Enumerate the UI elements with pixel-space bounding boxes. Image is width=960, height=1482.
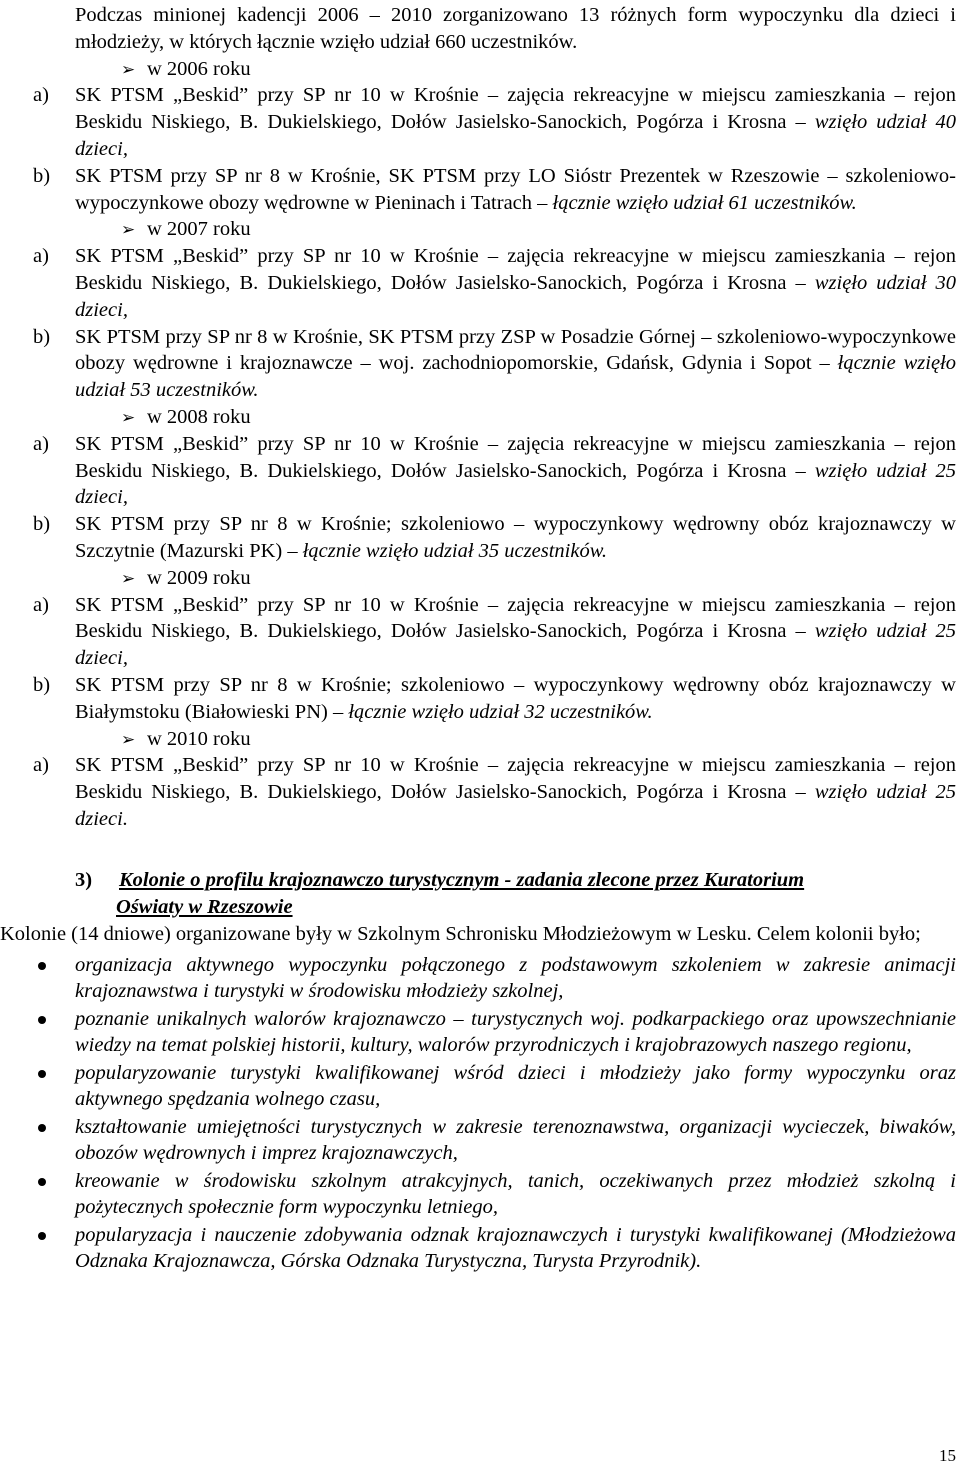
item-marker: b) (33, 164, 51, 187)
year-label: w 2008 roku (147, 405, 251, 428)
section-title-line1: Kolonie o profilu krajoznawczo turystycznym - zadania zlecone przez Kuratorium (119, 868, 805, 891)
goals-list (0, 952, 960, 1274)
item-description: SK PTSM „Beskid” przy SP nr 10 w Krośnie – zajęcia rekreacyjne w miejscu zamieszkania – rejon Beskidu Niskiego, B. Dukielskiego, Dołów Jasielsko-Sanockich, Pogórza i Krosna – (75, 245, 956, 294)
goal-text: poznanie unikalnych walorów krajoznawczo – turystycznych woj. podkarpackiego oraz upowszechnianie wiedzy na temat polskiej historii, kultury, walorów przyrodniczych i krajobrazowych naszego regionu, (75, 1007, 956, 1056)
item-description: SK PTSM przy SP nr 8 w Krośnie, SK PTSM przy LO Sióstr Prezentek w Rzeszowie – szkoleniowo-wypoczynkowe obozy wędrowne w Pieninach i Tatrach – (75, 164, 956, 214)
goal-text: popularyzacja i nauczenie zdobywania odznak krajoznawczych i turystyki kwalifikowanej (Młodzieżowa Odznaka Krajoznawcza, Górska Odznaka Turystyczna, Turysta Przyrodnik). (75, 1223, 956, 1272)
item-marker: a) (33, 432, 49, 455)
arrow-bullet-icon: ➢ (121, 59, 136, 80)
item-participants: wzięło udział 30 dzieci, (75, 271, 957, 321)
item-text (75, 243, 960, 323)
yearly-activities (0, 56, 960, 833)
goal-text: popularyzowanie turystyki kwalifikowanej wśród dzieci i młodzieży jako formy wypoczynku oraz aktywnego spędzania wolnego czasu, (75, 1061, 956, 1110)
goal-item (0, 1222, 960, 1274)
arrow-bullet-icon: ➢ (121, 407, 136, 428)
activity-item (0, 163, 960, 217)
item-description: SK PTSM „Beskid” przy SP nr 10 w Krośnie – zajęcia rekreacyjne w miejscu zamieszkania – rejon Beskidu Niskiego, B. Dukielskiego, Dołów Jasielsko-Sanockich, Pogórza i Krosna – (75, 754, 956, 804)
goal-text: organizacja aktywnego wypoczynku połączonego z podstawowym szkoleniem w zakresie animacji krajoznawstwa i turystyki w środowisku młodzieży szkolnej, (75, 953, 956, 1002)
goal-item (0, 952, 960, 1004)
goal-item (0, 1114, 960, 1166)
item-participants: wzięło udział 40 dzieci, (75, 111, 957, 160)
item-description: SK PTSM przy SP nr 8 w Krośnie, SK PTSM przy ZSP w Posadzie Górnej – szkoleniowo-wypoczynkowe obozy wędrowne i krajoznawcze – woj. zachodniopomorskie, Gdańsk, Gdynia i Sopot – (75, 325, 956, 375)
page-number: 15 (939, 1446, 956, 1466)
item-participants: wzięło udział 25 dzieci, (75, 459, 957, 509)
year-heading (0, 216, 960, 243)
item-participants: łącznie wzięło udział 53 uczestników. (75, 352, 956, 402)
item-text (75, 511, 960, 565)
bullet-dot-icon (0, 1168, 66, 1220)
year-label: w 2006 roku (147, 57, 251, 80)
year-label: w 2007 roku (147, 218, 251, 241)
item-marker: a) (33, 245, 49, 268)
item-description: SK PTSM „Beskid” przy SP nr 10 w Krośnie – zajęcia rekreacyjne w miejscu zamieszkania – rejon Beskidu Niskiego, B. Dukielskiego, Dołów Jasielsko-Sanockich, Pogórza i Krosna – (75, 432, 956, 482)
item-marker: b) (33, 513, 51, 536)
section-title-line2: Oświaty w Rzeszowie (116, 895, 293, 918)
activity-item (0, 431, 960, 511)
item-text (75, 592, 960, 672)
activity-item (0, 592, 960, 672)
goal-item (0, 1060, 960, 1112)
item-text (75, 163, 960, 217)
item-participants: łącznie wzięło udział 32 uczestników. (348, 700, 653, 723)
arrow-bullet-icon: ➢ (121, 568, 136, 589)
item-text (75, 431, 960, 511)
year-heading (0, 565, 960, 592)
item-text (75, 672, 960, 726)
item-participants: łącznie wzięło udział 61 uczestników. (552, 191, 857, 214)
section-heading (0, 867, 960, 921)
bullet-dot-icon (0, 1114, 66, 1166)
item-participants: łącznie wzięło udział 35 uczestników. (302, 539, 607, 562)
year-heading (0, 404, 960, 431)
year-heading (0, 56, 960, 83)
activity-item (0, 672, 960, 726)
year-label: w 2009 roku (147, 566, 251, 589)
item-text (75, 324, 960, 404)
arrow-bullet-icon: ➢ (121, 220, 136, 241)
arrow-bullet-icon: ➢ (121, 729, 136, 750)
activity-item (0, 82, 960, 162)
item-marker: b) (33, 673, 51, 696)
item-description: SK PTSM „Beskid” przy SP nr 10 w Krośnie – zajęcia rekreacyjne w miejscu zamieszkania – rejon Beskidu Niskiego, B. Dukielskiego, Dołów Jasielsko-Sanockich, Pogórza i Krosna – (75, 593, 956, 643)
item-participants: wzięło udział 25 dzieci, (75, 620, 957, 670)
item-description: SK PTSM „Beskid” przy SP nr 10 w Krośnie – zajęcia rekreacyjne w miejscu zamieszkania – rejon Beskidu Niskiego, B. Dukielskiego, Dołów Jasielsko-Sanockich, Pogórza i Krosna – (75, 84, 956, 134)
item-participants: wzięło udział 25 dzieci. (75, 781, 957, 830)
item-description: SK PTSM przy SP nr 8 w Krośnie; szkoleniowo – wypoczynkowy wędrowny obóz krajoznawczy w Szczytnie (Mazurski PK) – (75, 513, 956, 562)
bullet-dot-icon (0, 1060, 66, 1112)
item-marker: a) (33, 754, 49, 777)
section-body: Kolonie (14 dniowe) organizowane były w Szkolnym Schronisku Młodzieżowym w Lesku. Celem kolonii było; (0, 922, 921, 945)
activity-item (0, 243, 960, 323)
item-marker: a) (33, 84, 49, 107)
activity-item (0, 752, 960, 832)
year-label: w 2010 roku (147, 727, 251, 750)
activity-item (0, 511, 960, 565)
goal-item (0, 1168, 960, 1220)
item-description: SK PTSM przy SP nr 8 w Krośnie; szkoleniowo – wypoczynkowy wędrowny obóz krajoznawczy w Białymstoku (Białowieski PN) – (75, 673, 956, 723)
intro-paragraph: Podczas minionej kadencji 2006 – 2010 zorganizowano 13 różnych form wypoczynku dla dzieci i młodzieży, w których łącznie wzięło udział 660 uczestników. (75, 4, 956, 53)
item-text (75, 82, 960, 162)
activity-item (0, 324, 960, 404)
bullet-dot-icon (0, 1006, 66, 1058)
item-marker: b) (33, 325, 51, 348)
year-heading (0, 726, 960, 753)
section-number: 3) (75, 868, 93, 891)
bullet-dot-icon (0, 952, 66, 1004)
goal-item (0, 1006, 960, 1058)
bullet-dot-icon (0, 1222, 66, 1274)
item-marker: a) (33, 593, 49, 616)
goal-text: kreowanie w środowisku szkolnym atrakcyjnych, tanich, oczekiwanych przez młodzież szkolną i pożytecznych społecznie form wypoczynku letniego, (75, 1169, 956, 1218)
item-text (75, 752, 960, 832)
goal-text: kształtowanie umiejętności turystycznych w zakresie terenoznawstwa, organizacji wycieczek, biwaków, obozów wędrownych i imprez krajoznawczych, (75, 1115, 956, 1164)
